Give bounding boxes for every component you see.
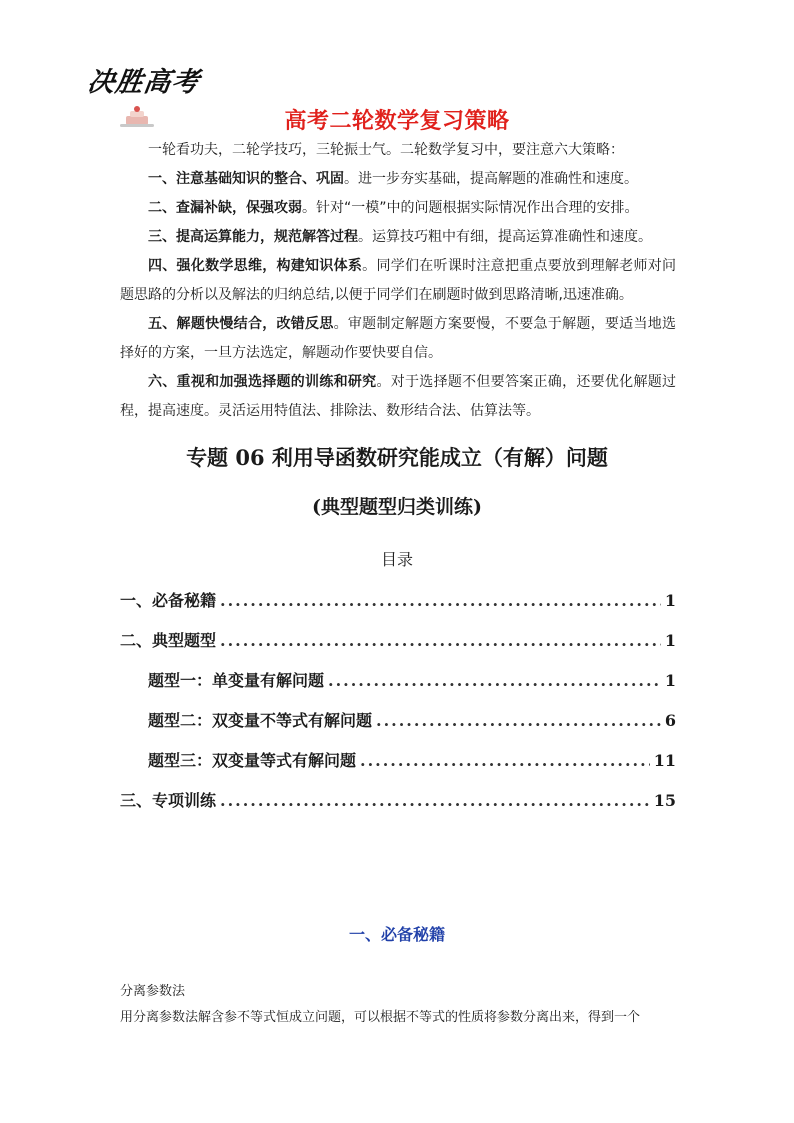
toc-item[interactable] bbox=[120, 668, 676, 708]
logo-text: 决胜高考 bbox=[85, 67, 202, 98]
section-label: 分离参数法 bbox=[120, 984, 186, 999]
strategy-heading: 一、注意基础知识的整合、巩固 bbox=[148, 171, 344, 187]
toc-page: 6 bbox=[664, 711, 676, 730]
strategy-heading: 四、强化数学思维，构建知识体系 bbox=[148, 258, 363, 274]
toc-leader bbox=[328, 671, 661, 690]
strategy-text: 。审题制定解题方案要慢，不要急于解题，要适当地选择好的方案，一旦方法选定，解题动作要快要自信。 bbox=[120, 316, 677, 361]
intro-paragraph bbox=[120, 136, 676, 165]
strategy-text: 。运算技巧粗中有细，提高运算准确性和速度。 bbox=[358, 229, 652, 245]
strategy-3 bbox=[120, 223, 676, 252]
toc-page: 15 bbox=[653, 791, 676, 810]
toc-page: 1 bbox=[664, 671, 676, 690]
strategy-5 bbox=[120, 310, 676, 368]
toc-leader bbox=[220, 791, 650, 810]
toc-label: 一、必备秘籍 bbox=[120, 591, 217, 610]
toc-page: 11 bbox=[653, 751, 676, 770]
strategy-4 bbox=[120, 252, 676, 310]
toc-item[interactable] bbox=[120, 748, 676, 788]
strategy-2 bbox=[120, 194, 676, 223]
toc-label: 题型一：单变量有解问题 bbox=[148, 671, 325, 690]
strategy-heading: 六、重视和加强选择题的训练和研究 bbox=[148, 374, 377, 390]
toc-item[interactable] bbox=[120, 588, 676, 628]
toc-item[interactable] bbox=[120, 708, 676, 748]
toc-label: 二、典型题型 bbox=[120, 631, 217, 650]
toc-page: 1 bbox=[664, 631, 676, 650]
toc-leader bbox=[376, 711, 661, 730]
toc-item[interactable] bbox=[120, 788, 676, 828]
topic-title: 专题 06 利用导函数研究能成立（有解）问题 bbox=[186, 445, 608, 470]
page-title: 高考二轮数学复习策略 bbox=[284, 109, 510, 134]
toc-label: 三、专项训练 bbox=[120, 791, 217, 810]
topic-subtitle: (典型题型归类训练) bbox=[312, 496, 482, 518]
strategy-text: 。针对“一模”中的问题根据实际情况作出合理的安排。 bbox=[302, 200, 639, 216]
toc-leader bbox=[360, 751, 650, 770]
toc-item[interactable] bbox=[120, 628, 676, 668]
toc-page: 1 bbox=[664, 591, 676, 610]
strategy-text: 。对于选择题不但要答案正确，还要优化解题过程，提高速度。灵活运用特值法、排除法、数形结合法、估算法等。 bbox=[120, 374, 677, 419]
toc-heading: 目录 bbox=[380, 550, 413, 569]
strategy-6 bbox=[120, 368, 676, 426]
intro-text: 一轮看功夫，二轮学技巧，三轮振士气。二轮数学复习中，要注意六大策略： bbox=[148, 142, 624, 158]
strategy-text: 。同学们在听课时注意把重点要放到理解老师对问题思路的分析以及解法的归纳总结,以便于同学们在刷题时做到思路清晰,迅速准确。 bbox=[120, 258, 677, 303]
section-text: 用分离参数法解含参不等式恒成立问题，可以根据不等式的性质将参数分离出来，得到一个 bbox=[120, 1010, 641, 1025]
toc-leader bbox=[220, 631, 661, 650]
toc-leader bbox=[220, 591, 661, 610]
strategy-1 bbox=[120, 165, 676, 194]
section-heading: 一、必备秘籍 bbox=[348, 925, 445, 944]
toc-label: 题型二：双变量不等式有解问题 bbox=[148, 711, 373, 730]
strategy-heading: 三、提高运算能力，规范解答过程 bbox=[148, 229, 358, 245]
strategy-heading: 二、查漏补缺，保强攻弱 bbox=[148, 200, 302, 216]
strategy-heading: 五、解题快慢结合，改错反思 bbox=[148, 316, 334, 332]
table-of-contents bbox=[120, 588, 676, 828]
toc-label: 题型三：双变量等式有解问题 bbox=[148, 751, 357, 770]
strategy-text: 。进一步夯实基础，提高解题的准确性和速度。 bbox=[344, 171, 638, 187]
intro-section bbox=[120, 136, 676, 426]
